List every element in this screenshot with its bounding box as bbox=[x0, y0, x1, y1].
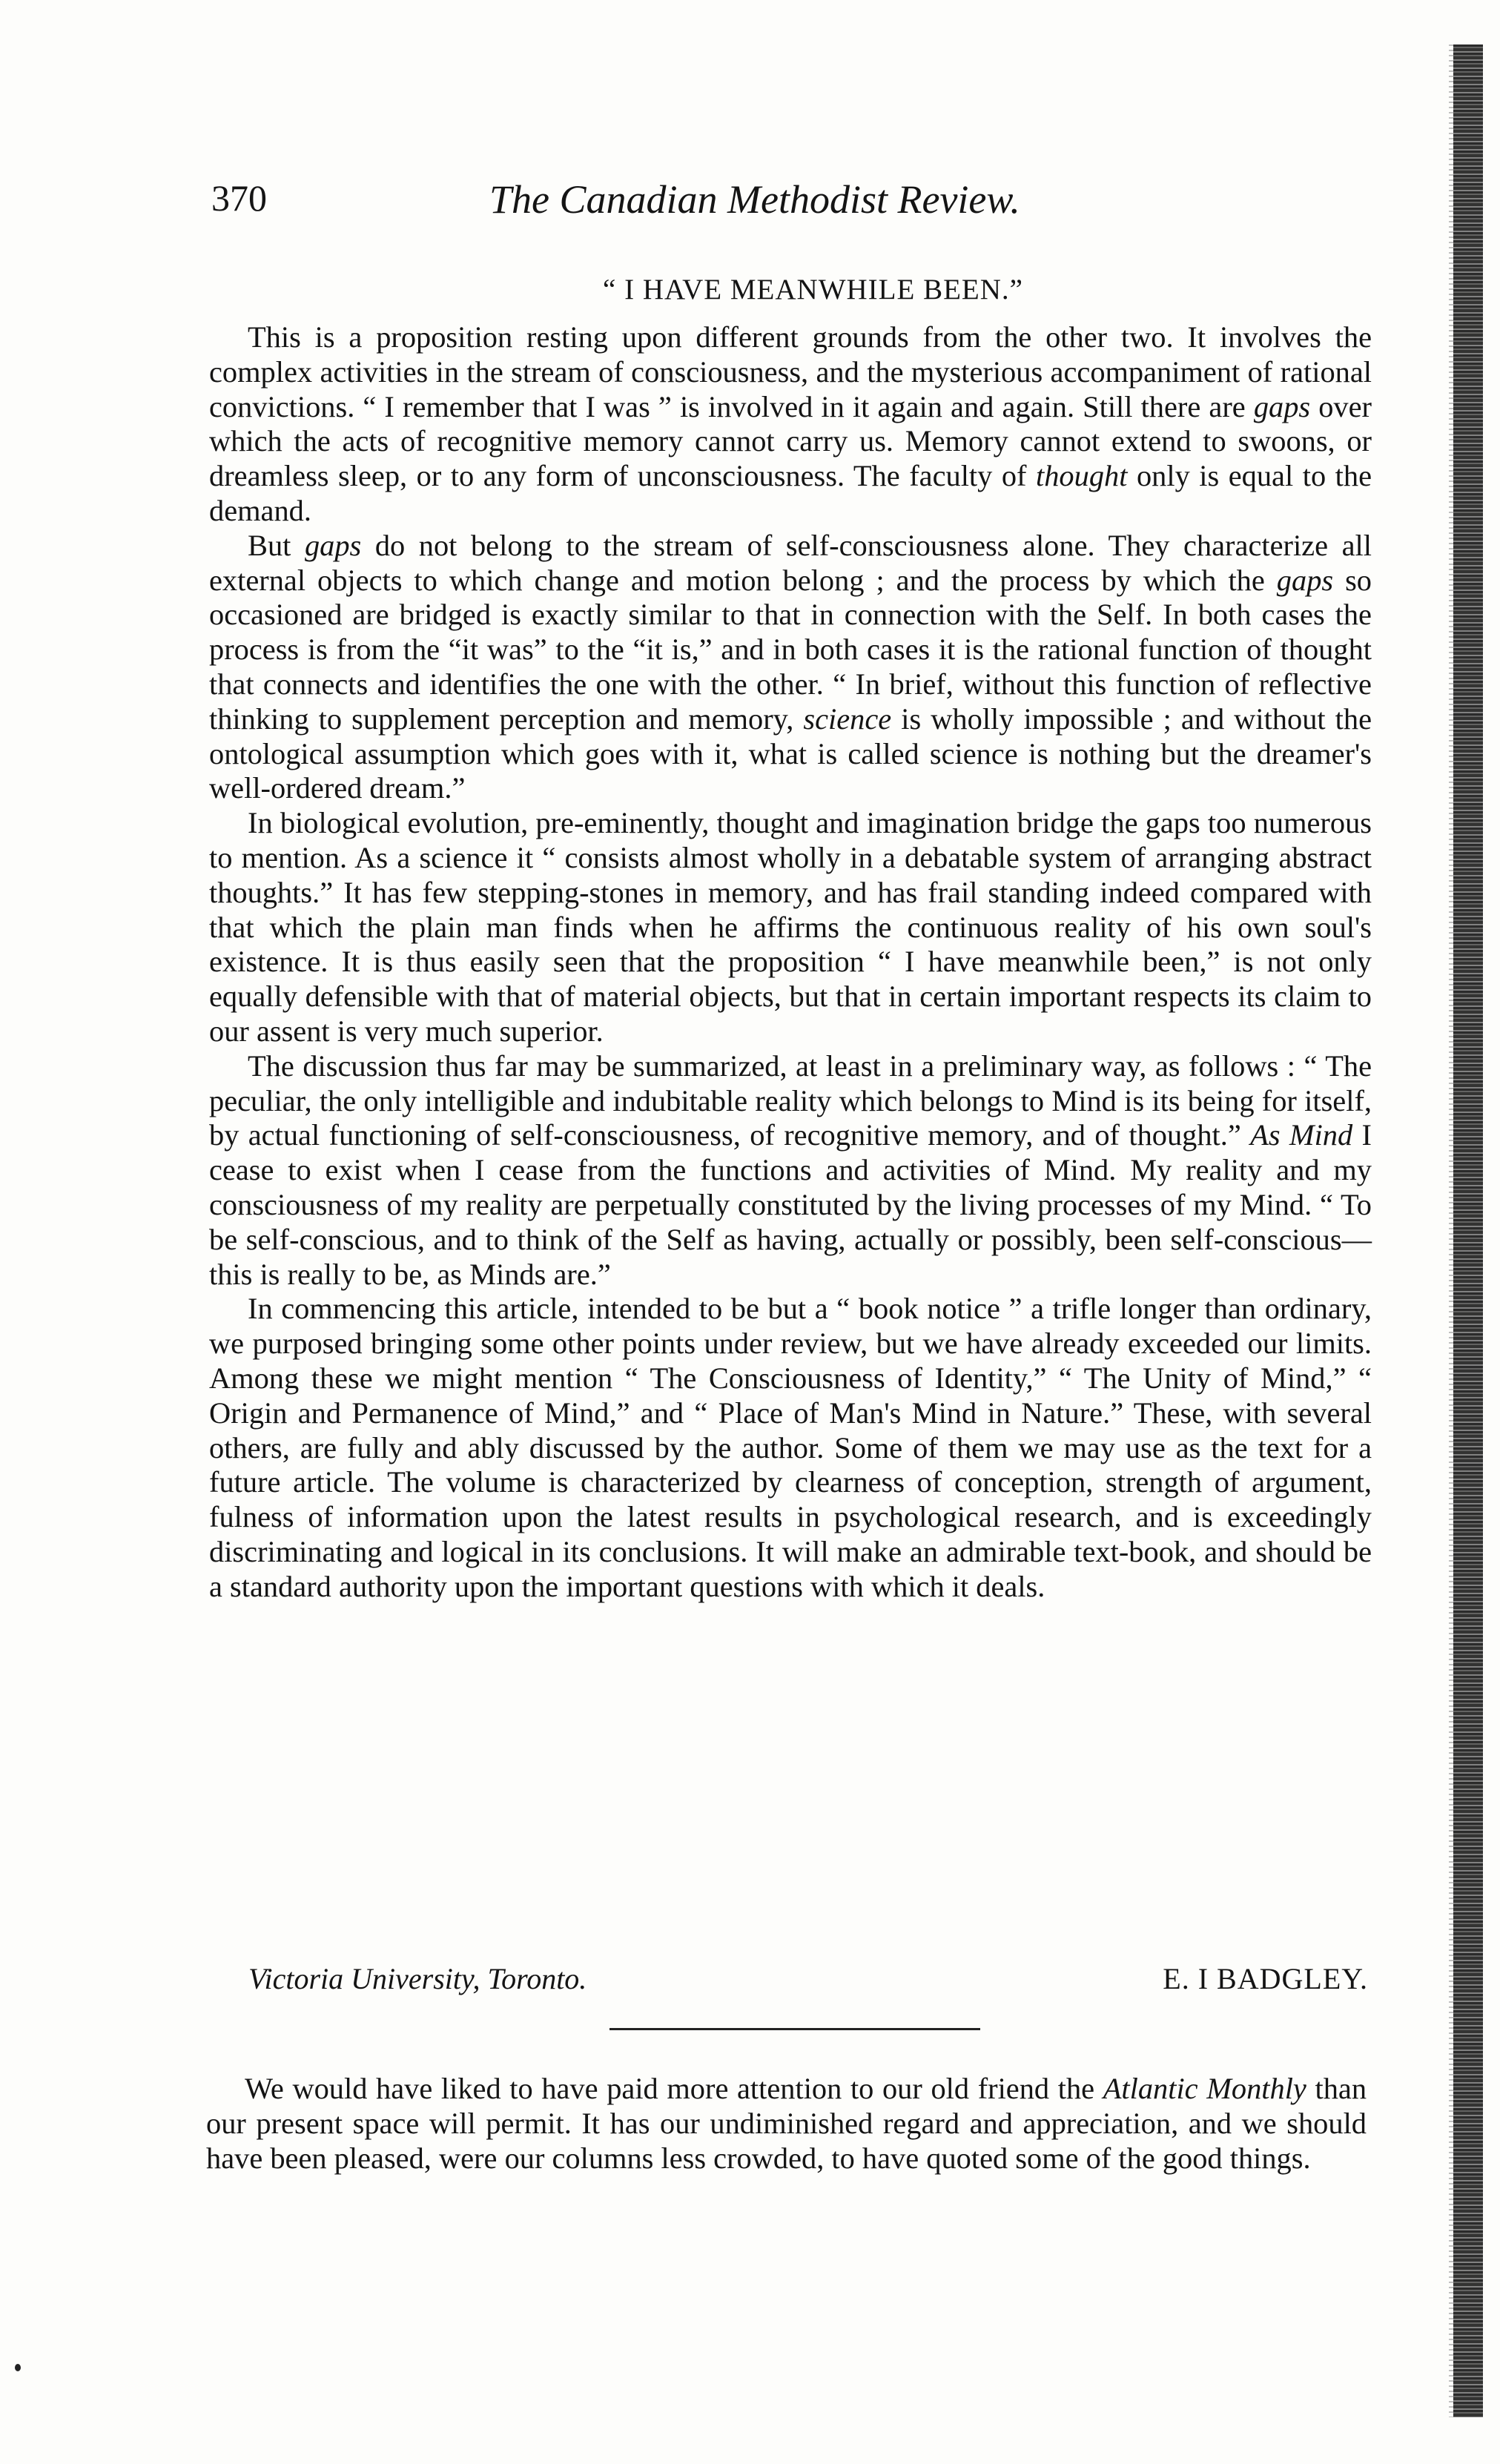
paragraph bbox=[209, 1292, 1372, 1604]
text-run: We would have liked to have paid more attention to our old friend the bbox=[245, 2072, 1103, 2105]
paragraph bbox=[206, 2072, 1367, 2176]
italic-run: science bbox=[803, 701, 892, 736]
paragraph bbox=[209, 806, 1372, 1049]
page-edge-strip bbox=[1453, 44, 1483, 2417]
journal-title: The Canadian Methodist Review. bbox=[489, 177, 1020, 222]
signature-place: Victoria University, Toronto. bbox=[248, 1962, 587, 1995]
text-run: than our present space will permit. It has our undiminished regard and appreciation, and we should have been pleased, were our columns less crowded, to have quoted some of the good things. bbox=[206, 2072, 1367, 2175]
text-run: In biological evolution, pre-eminently, thought and imagination bridge the gaps too numerous to mention. As a science it “ consists almost wholly in a debatable system of arranging abstract thoughts.” It has few stepping-stones in memory, and has frail standing indeed compared with that which the plain man finds when he affirms the continuous reality of his own soul's existence. It is thus easily seen that the proposition “ I have meanwhile been,” is not only equally defensible with that of material objects, but that in certain important respects its claim to our assent is very much superior. bbox=[209, 806, 1372, 1048]
text-run: so occasioned are bridged is exactly similar to that in connection with the Self. In both cases the process is from the “it was” to the “it is,” and in both cases it is the rational function of thought that connects and identifies the one with the other. “ In brief, without this function of reflective thinking to supplement perception and memory, bbox=[209, 563, 1372, 736]
italic-run: gaps bbox=[304, 528, 362, 562]
page-number: 370 bbox=[211, 177, 267, 219]
signature-line bbox=[248, 1961, 1368, 1998]
text-run: The discussion thus far may be summarized, at least in a preliminary way, as follows : “ The peculiar, the only intelligible and indubitable reality which belongs to Mind is its being for itself, by actual functioning of self-consciousness, of recognitive memory, and of thought.” bbox=[209, 1048, 1372, 1152]
italic-run: gaps bbox=[1276, 563, 1334, 597]
italic-run: gaps bbox=[1253, 389, 1311, 423]
paragraph bbox=[209, 320, 1372, 529]
scan-dot-mark bbox=[15, 2364, 21, 2371]
section-divider bbox=[609, 2028, 980, 2030]
running-head bbox=[211, 176, 1368, 228]
text-run: is wholly impossible ; and without the ontological assumption which goes with it, what is called science is nothing but the dreamer's well-ordered dream.” bbox=[209, 701, 1372, 805]
text-run: only is equal to the demand. bbox=[209, 459, 1372, 527]
section-heading: “ I HAVE MEANWHILE BEEN.” bbox=[603, 274, 1023, 305]
article-body bbox=[209, 320, 1372, 1604]
signature-author: E. I BADGLEY. bbox=[1163, 1962, 1368, 1995]
text-run: over which the acts of recognitive memory cannot carry us. Memory cannot extend to swoons, or dreamless sleep, or to any form of unconsciousness. The faculty of bbox=[209, 389, 1372, 493]
closing-note bbox=[206, 2072, 1367, 2176]
text-run: This is a proposition resting upon different grounds from the other two. It involves the complex activities in the stream of consciousness, and the mysterious accompaniment of rational convictions. “ I remember that I was ” is involved in it again and again. Still there are bbox=[209, 320, 1372, 423]
text-run: But bbox=[248, 528, 305, 562]
italic-run: Atlantic Monthly bbox=[1103, 2072, 1306, 2105]
paragraph bbox=[209, 1049, 1372, 1292]
italic-run: As Mind bbox=[1250, 1118, 1353, 1152]
italic-run: thought bbox=[1036, 459, 1128, 493]
text-run: do not belong to the stream of self-consciousness alone. They characterize all external objects to which change and motion belong ; and the process by which the bbox=[209, 528, 1372, 597]
text-run: In commencing this article, intended to be but a “ book notice ” a trifle longer than ordinary, we purposed bringing some other points under review, but we have already exceeded our limits. Among these we might mention “ The Consciousness of Identity,” “ The Unity of Mind,” “ Origin and Permanence of Mind,” and “ Place of Man's Mind in Nature.” These, with several others, are fully and ably discussed by the author. Some of them we may use as the text for a future article. The volume is characterized by clearness of conception, strength of argument, fulness of information upon the latest results in psychological research, and is exceedingly discriminating and logical in its conclusions. It will make an admirable text-book, and should be a standard authority upon the important questions with which it deals. bbox=[209, 1292, 1372, 1603]
paragraph bbox=[209, 529, 1372, 806]
text-run: I cease to exist when I cease from the functions and activities of Mind. My reality and my consciousness of my reality are perpetually constituted by the living processes of my Mind. “ To be self-conscious, and to think of the Self as having, actually or possibly, been self-conscious—this is really to be, as Minds are.” bbox=[209, 1118, 1372, 1291]
